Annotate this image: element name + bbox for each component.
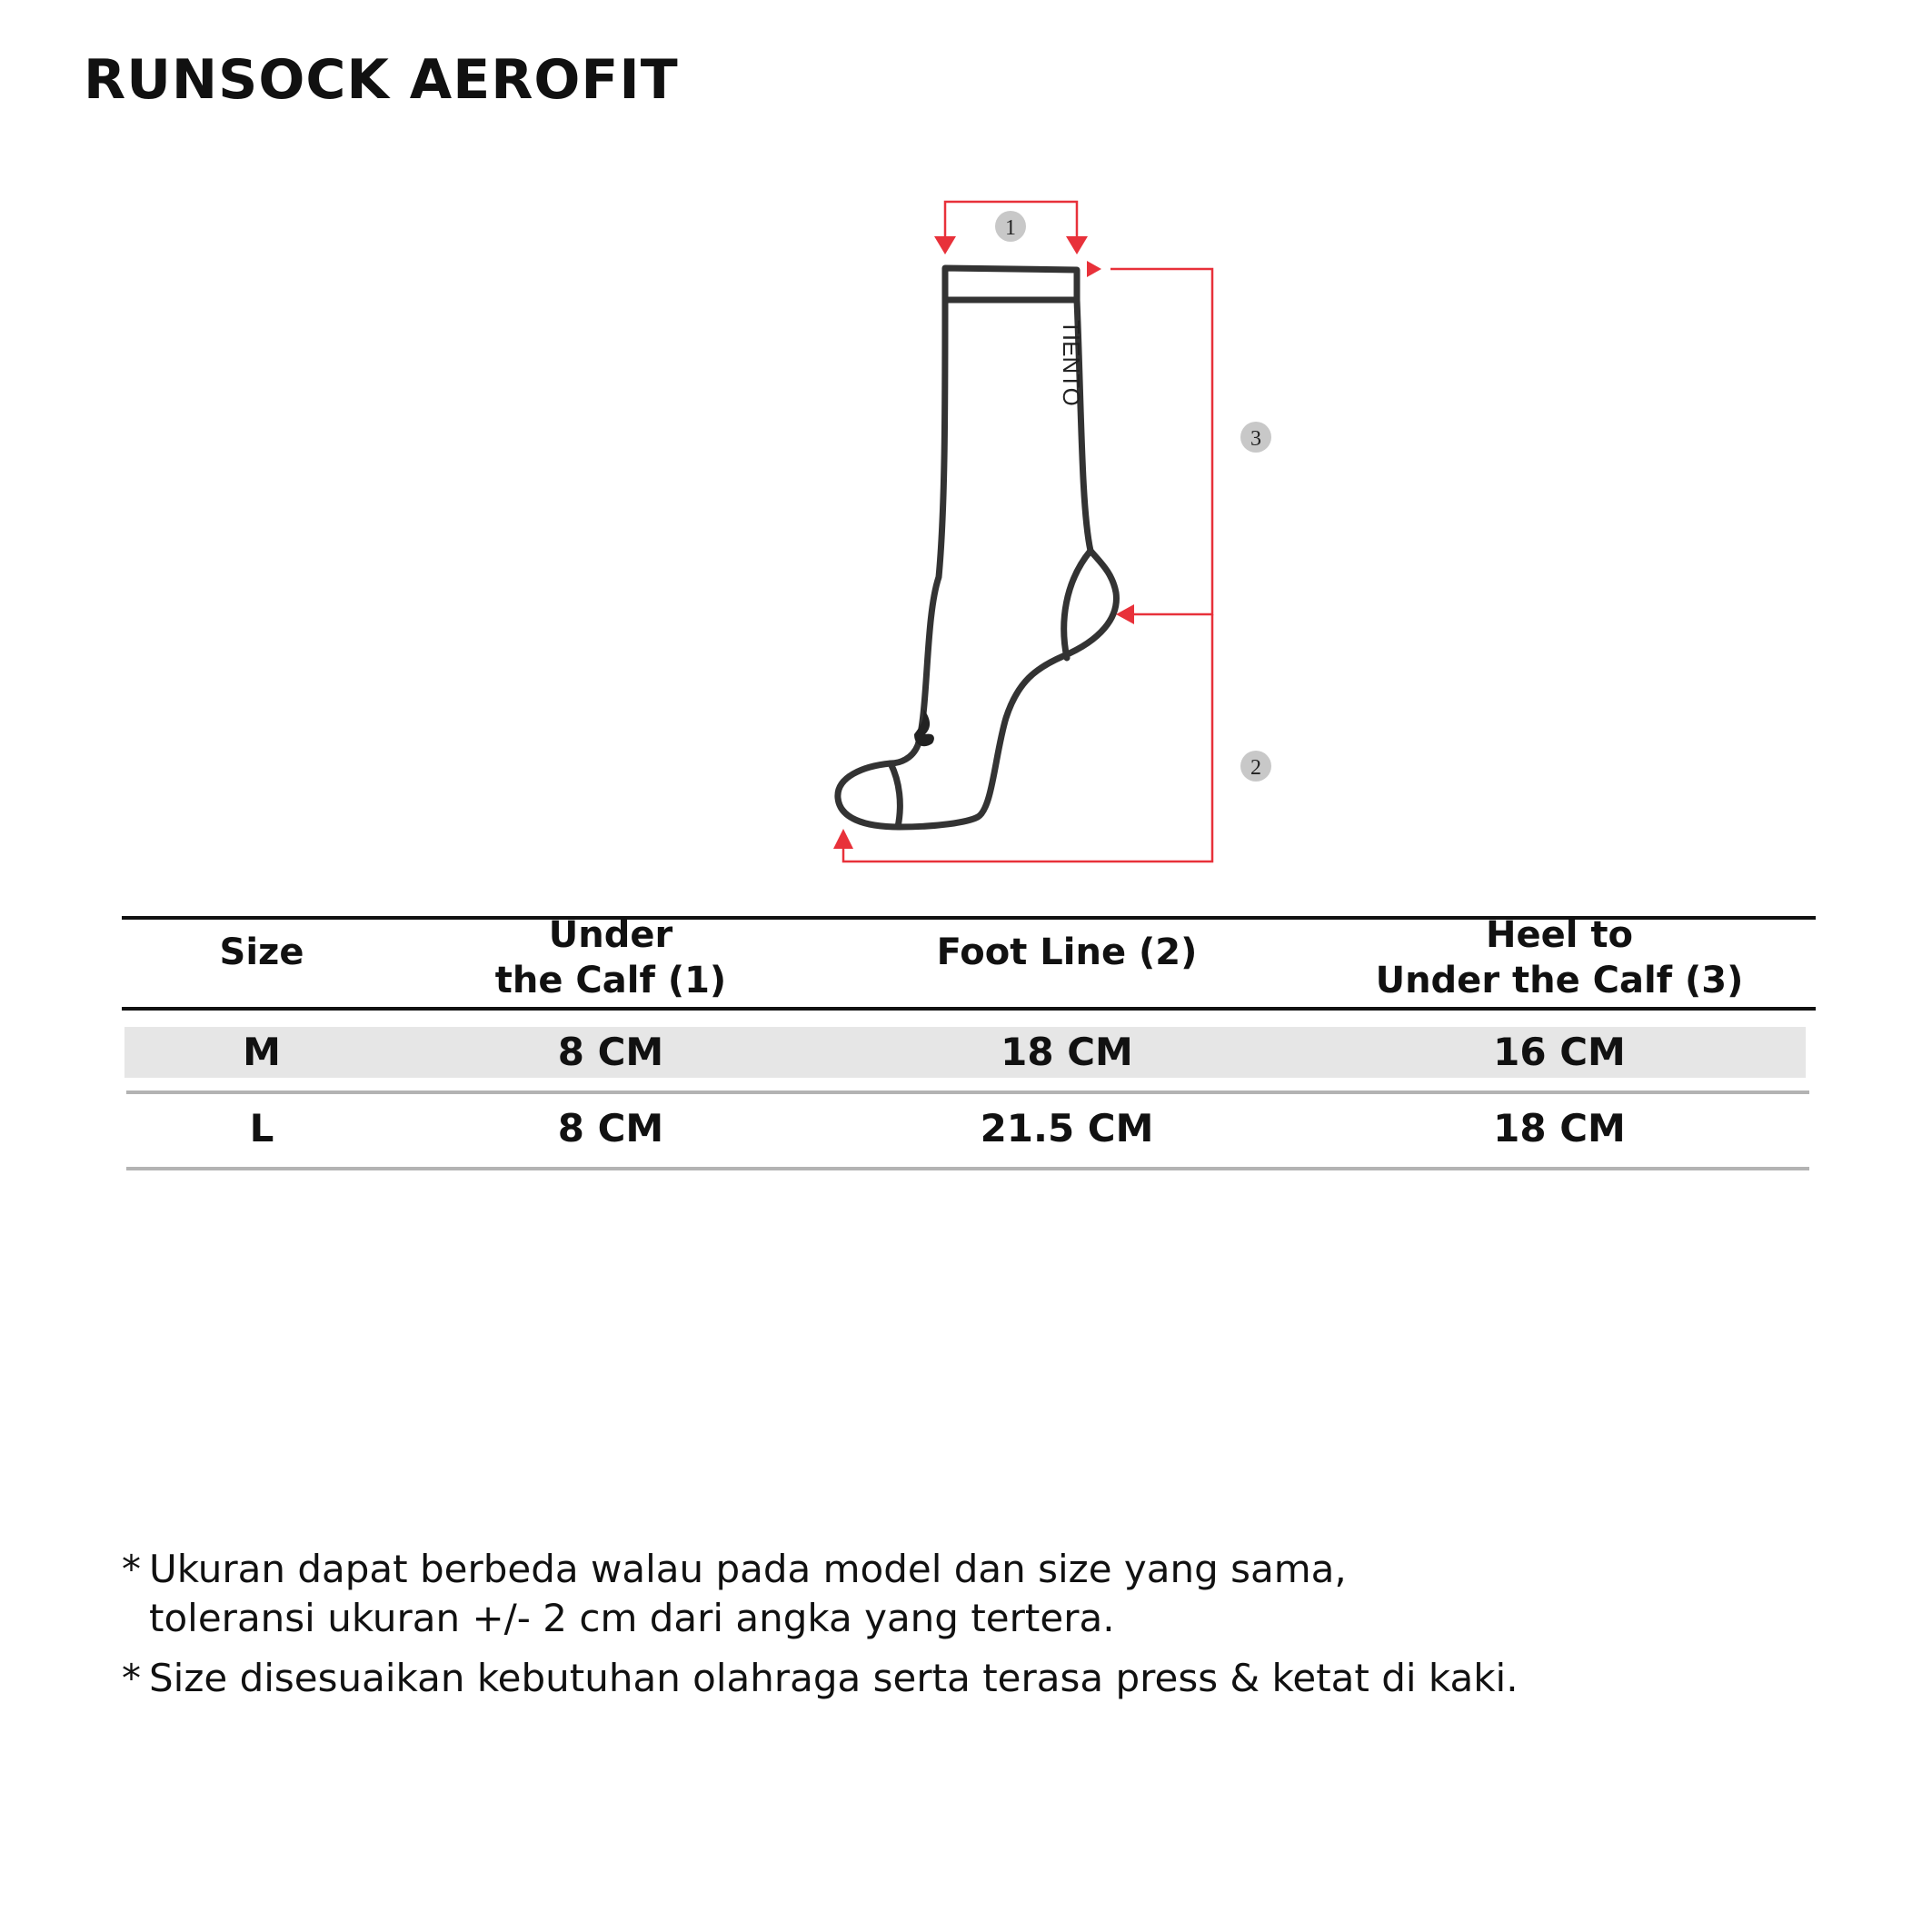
table-cell: 18 CM [1001, 1030, 1133, 1074]
footnote-text: Ukuran dapat berbeda walau pada model dan size yang sama, toleransi ukuran +/- 2 cm dari angka yang tertera. [149, 1547, 1347, 1640]
table-cell: 8 CM [557, 1030, 664, 1074]
marker-3-label: 3 [1250, 427, 1261, 451]
table-cell: 8 CM [557, 1106, 664, 1150]
table-cell: 18 CM [1493, 1106, 1626, 1150]
footnote-item [122, 1545, 1519, 1643]
header-heel-to-under-the-calf: Heel to Under the Calf (3) [1375, 914, 1744, 1001]
table-bottom-rule [126, 1167, 1809, 1170]
table-cell: L [249, 1106, 274, 1150]
marker-2-label: 2 [1250, 756, 1261, 780]
footnote-text: Size disesuaikan kebutuhan olahraga serta terasa press & ketat di kaki. [149, 1655, 1519, 1700]
footnote-item [122, 1654, 1519, 1703]
marker-1-label: 1 [1005, 216, 1016, 240]
table-row-rule [126, 1090, 1809, 1094]
sock-brand-text: TIENTO [1058, 320, 1085, 406]
page-title: RUNSOCK AEROFIT [84, 48, 679, 112]
footnote-asterisk: * [122, 1655, 141, 1700]
table-cell: 21.5 CM [980, 1106, 1154, 1150]
header-size: Size [219, 931, 304, 973]
footnotes [122, 1545, 1519, 1713]
sock-measurement-diagram [0, 0, 1932, 909]
table-header-rule [122, 1007, 1816, 1011]
header-foot-line: Foot Line (2) [936, 931, 1198, 973]
marker-2 [1240, 751, 1271, 782]
footnote-asterisk: * [122, 1547, 141, 1591]
marker-3 [1240, 422, 1271, 453]
table-cell: M [243, 1030, 281, 1074]
table-cell: 16 CM [1493, 1030, 1626, 1074]
sock-flame-logo [914, 709, 934, 746]
header-under-the-calf: Under the Calf (1) [494, 914, 727, 1001]
marker-1 [995, 211, 1026, 242]
